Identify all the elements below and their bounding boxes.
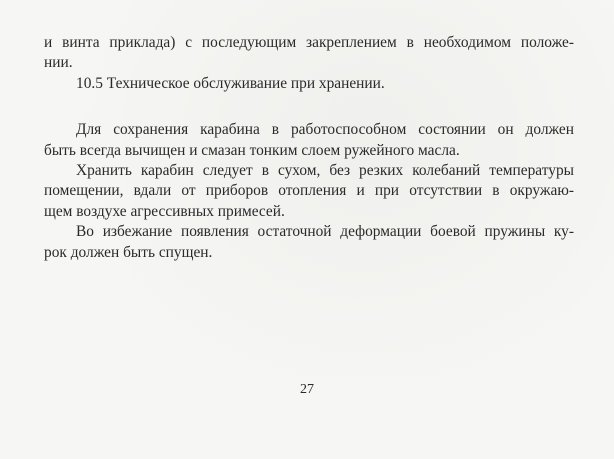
- text-line: рок должен быть спущен.: [44, 243, 213, 261]
- page-number: 27: [300, 382, 314, 397]
- paragraph-gap: [44, 94, 574, 120]
- text-line: Хранить карабин следует в сухом, без резких колебаний температуры: [76, 162, 574, 180]
- text-line: Для сохранения карабина в работоспособном состоянии он должен: [76, 121, 574, 139]
- text-line: Во избежание появления остаточной деформации боевой пружины ку-: [76, 223, 574, 241]
- text-line: быть всегда вычищен и смазан тонким слоем ружейного масла.: [44, 141, 460, 159]
- text-line: помещении, вдали от приборов отопления и при отсутствии в окружаю-: [44, 182, 574, 200]
- text-line: и винта приклада) с последующим закреплением в необходимом положе-: [44, 34, 574, 51]
- section-heading: 10.5 Техническое обслуживание при хранении.: [76, 74, 385, 92]
- body-text: [44, 33, 574, 263]
- text-line: щем воздухе агрессивных примесей.: [44, 202, 285, 220]
- text-line: нии.: [44, 54, 73, 72]
